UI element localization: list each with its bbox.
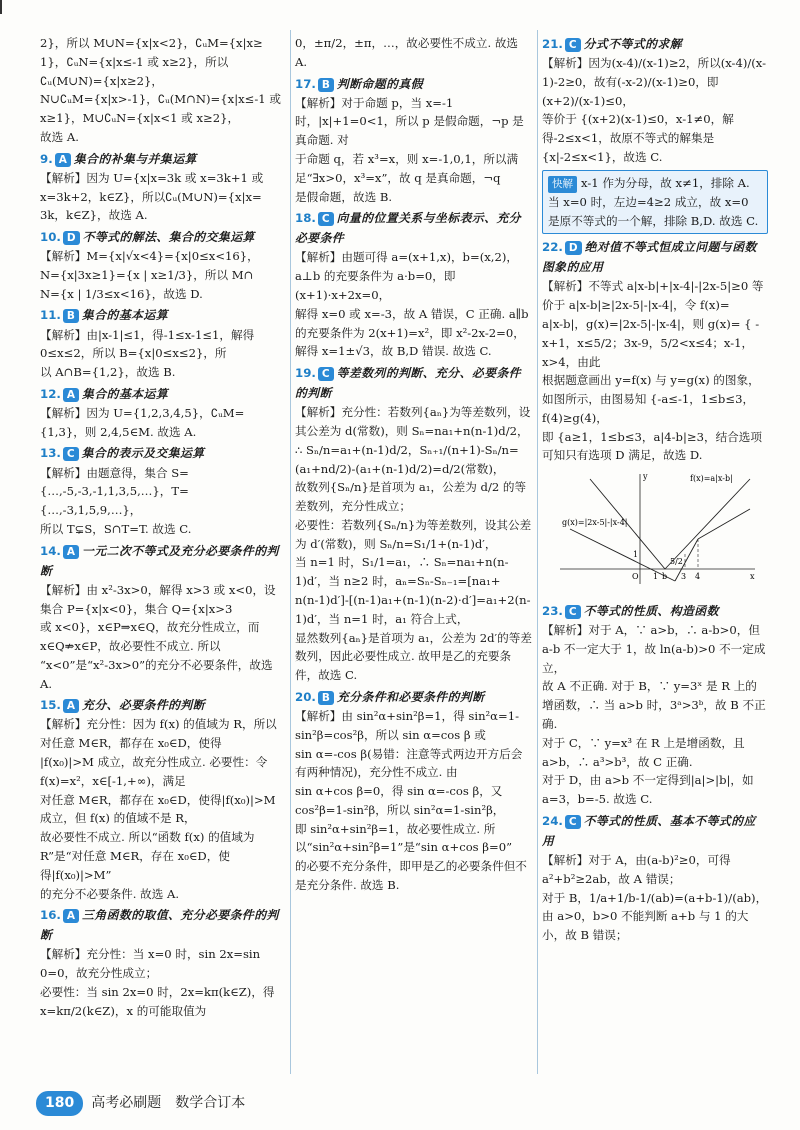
entry-header — [40, 905, 286, 945]
answer-badge: D — [63, 231, 80, 245]
question-number: 16. — [40, 908, 61, 923]
topic-text: 分式不等式的求解 — [583, 37, 683, 51]
entry-body — [295, 34, 533, 72]
tick-1: 1 — [653, 572, 659, 582]
entry-body — [40, 581, 286, 694]
entry-body — [542, 621, 768, 809]
quick-solution-box — [542, 170, 768, 235]
answer-entry — [40, 443, 286, 538]
topic-text: 集合的补集与并集运算 — [73, 151, 197, 166]
answer-entry — [295, 363, 533, 685]
function-graph — [550, 469, 760, 589]
topic-text: 一元二次不等式及充分必要条件的判断 — [40, 543, 279, 578]
book-title: 高考必刷题 数学合订本 — [91, 1095, 246, 1112]
solution-line: 故必要性不成立. 所以“函数 f(x) 的值域为 R”是“对任意 M∈R，存在 x₀∈D，使得|f(x₀)|>M” — [40, 830, 255, 882]
entry-header — [40, 443, 286, 463]
topic-text: 集合的基本运算 — [82, 386, 169, 401]
solution-line: 【解析】对于命题 p，当 x=-1 时，|x|+1=0<1，所以 p 是假命题，¬p 是真命题. 对 — [295, 95, 524, 148]
solution-line: N={x | 1/3≤x<16}，故选 D. — [40, 286, 203, 301]
topic-text: 不等式的性质、构造函数 — [583, 603, 719, 618]
topic-text: 三角函数的取值、充分必要条件的判断 — [40, 908, 279, 943]
g-graph-segment-3 — [698, 509, 750, 539]
solution-line: N∪∁ᵤM={x|x>-1}，∁ᵤ(M∩N)={x|x≤-1 或 x≥1}，M∪∁ᵤN={x|x<1 或 x≥2}， — [40, 92, 281, 126]
solution-line: N={x|3x≥1}={x | x≥1/3}，所以 M∩ — [40, 267, 254, 282]
f-graph-right — [665, 479, 750, 569]
solution-line: 解得 x=1±√3，故 B,D 错误. 故选 C. — [295, 344, 492, 359]
column-divider-2 — [537, 30, 538, 1074]
entry-header — [40, 695, 286, 715]
solution-line: 【解析】由题可得 a=(x+1,x)，b=(x,2)，a⊥b 的充要条件为 a·b=0，即(x+1)·x+2x=0， — [295, 250, 518, 302]
entry-header — [40, 384, 286, 404]
page-footer — [36, 1091, 245, 1116]
answer-entry — [295, 34, 533, 72]
solution-line: 即 {a≥1，1≤b≤3，a|4-b|≥3，结合选项可知只有选项 D 满足，故选 D. — [542, 429, 762, 463]
solution-line: |f(x₀)|>M 成立，故充分性成立. 必要性：令 f(x)=x²，x∈[-1,+∞)，满足 — [40, 755, 268, 788]
solution-line: 【解析】对于 A，由(a-b)²≥0，可得 a²+b²≥2ab，故 A 错误； — [542, 852, 731, 886]
solution-line: n(n-1)d′]-[(n-1)a₁+(n-1)(n-2)·d′]=a₁+2(n-1)d′，当 n=1 时，a₁ 符合上式， — [295, 592, 531, 626]
question-number: 9. — [40, 151, 53, 166]
solution-line: 等价于 {(x+2)(x-1)≤0，x-1≠0，解得-2≤x<1，故原不等式的解集是{x|-2≤x<1}，故选 C. — [542, 112, 734, 164]
x-axis-label: x — [750, 572, 755, 582]
answer-badge: B — [318, 78, 334, 92]
solution-line: 根据题意画出 y=f(x) 与 y=g(x) 的图象，如图所示，由图易知 {-a≤-1，1≤b≤3，f(4)≥g(4)， — [542, 373, 760, 425]
topic-text: 集合的表示及交集运算 — [81, 446, 205, 461]
solution-line: sin α+cos β=0，得 sin α=-cos β，又 cos²β=1-sin²β，所以 sin²α=1-sin²β， — [295, 784, 505, 817]
entry-header — [295, 687, 533, 707]
solution-line: 对于 C，∵ y=x³ 在 R 上是增函数，且 a>b，∴ a³>b³，故 C 正确. — [542, 735, 745, 769]
g-label: g(x)=|2x-5|-|x-4| — [562, 518, 628, 528]
answer-badge: A — [63, 909, 79, 923]
page-number: 180 — [36, 1091, 83, 1116]
solution-line: a|x-b|，g(x)=|2x-5|-|x-4|，则 g(x)= { -x+1，x≤5/2；3x-9，5/2<x≤4；x-1，x>4，由此 — [542, 316, 760, 369]
solution-line: 故选 A. — [40, 129, 79, 144]
solution-line: 【解析】充分性：当 x=0 时，sin 2x=sin 0=0，故充分性成立； — [40, 947, 261, 981]
tick-origin: O — [632, 572, 639, 582]
topic-text: 充分条件和必要条件的判断 — [336, 689, 485, 704]
solution-line: 对任意 M∈R，都存在 x₀∈D，使得|f(x₀)|>M 成立，但 f(x) 的值域不是 R， — [40, 792, 276, 826]
solution-line: 必要性：当 sin 2x=0 时，2x=kπ(k∈Z)，得 x=kπ/2(k∈Z)，x 的可能取值为 — [40, 984, 275, 1018]
answer-entry — [542, 811, 768, 945]
answer-entry — [542, 601, 768, 809]
answer-badge: B — [318, 691, 334, 705]
entry-header — [40, 541, 286, 581]
answer-badge: C — [565, 815, 581, 829]
topic-text: 不等式的性质、基本不等式的应用 — [542, 813, 756, 848]
solution-line: sin α=-cos β(易错：注意等式两边开方后会有两种情况)，充分性不成立. 由 — [295, 746, 523, 780]
solution-line: 【解析】由 sin²α+sin²β=1，得 sin²α=1-sin²β=cos²β，所以 sin α=cos β 或 — [295, 708, 520, 742]
solution-line: 于命题 q，若 x³=x，则 x=-1,0,1，所以满足“∃x>0，x³=x”，故 q 是真命题，¬q — [295, 151, 519, 185]
solution-line: 【解析】由|x-1|≤1，得-1≤x-1≤1，解得 0≤x≤2，所以 B={x|0≤x≤2}，所 — [40, 327, 255, 361]
entry-header — [542, 601, 768, 621]
entry-header — [542, 811, 768, 851]
solution-line: 【解析】因为(x-4)/(x-1)≥2，所以(x-4)/(x-1)-2≥0，故有(-x-2)/(x-1)≥0，即(x+2)/(x-1)≤0， — [542, 56, 767, 108]
solution-line: 当 n=1 时，S₁/1=a₁，∴ Sₙ=na₁+n(n-1)d′，当 n≥2 时，aₙ=Sₙ-Sₙ₋₁=[na₁+ — [295, 555, 509, 589]
solution-line: 或 x<0}，x∈P⇒x∈Q，故充分性成立，而 x∈Q⇏x∈P，故必要性不成立. 所以 — [40, 620, 260, 654]
entry-body — [40, 326, 286, 382]
entry-body — [295, 707, 533, 895]
answer-badge: C — [565, 605, 581, 619]
solution-line: 的必要不充分条件，即甲是乙的必要条件但不是充分条件. 故选 B. — [295, 859, 527, 892]
question-number: 20. — [295, 689, 316, 704]
entry-body — [40, 404, 286, 442]
solution-line: ∴ Sₙ/n=a₁+(n-1)d/2，Sₙ₊₁/(n+1)-Sₙ/n=(a₁+nd/2)-(a₁+(n-1)d/2)=d/2(常数)， — [295, 442, 519, 476]
topic-text: 等差数列的判断、充分、必要条件的判断 — [295, 366, 522, 401]
solution-line: 【解析】对于 A，∵ a>b，∴ a-b>0，但 a-b 不一定大于 1，故 ln(a-b)>0 不一定成立， — [542, 623, 766, 675]
entry-body — [40, 945, 286, 1020]
entry-header — [40, 305, 286, 325]
solution-line: 【解析】由 x²-3x>0，解得 x>3 或 x<0，设集合 P={x|x<0}，集合 Q={x|x>3 — [40, 582, 276, 616]
answer-badge: A — [63, 699, 79, 713]
topic-text: 向量的位置关系与坐标表示、充分必要条件 — [295, 211, 522, 246]
question-number: 12. — [40, 386, 61, 401]
entry-body — [295, 403, 533, 685]
tick-y1: 1 — [633, 550, 639, 560]
g-graph-segment-1 — [570, 529, 675, 581]
solution-line: 0，±π/2，±π，…，故必要性不成立. 故选 A. — [295, 36, 519, 69]
tick-5-2: 5/2 — [670, 557, 683, 567]
topic-text: 集合的基本运算 — [81, 308, 169, 323]
question-number: 14. — [40, 543, 61, 558]
column-middle — [295, 34, 533, 897]
question-number: 10. — [40, 230, 61, 245]
question-number: 13. — [40, 446, 61, 461]
solution-line: 即 sin²α+sin²β=1，故必要性成立. 所以“sin²α+sin²β=1”是“sin α+cos β=0” — [295, 821, 513, 855]
left-edge-mark — [0, 0, 2, 14]
question-number: 22. — [542, 240, 563, 255]
question-number: 23. — [542, 603, 563, 618]
solution-line: 【解析】M={x|√x<4}={x|0≤x<16}， — [40, 249, 259, 264]
question-number: 19. — [295, 366, 316, 381]
question-number: 17. — [295, 76, 316, 91]
answer-entry — [542, 34, 768, 234]
solution-line: 所以 T⊊S，S∩T=T. 故选 C. — [40, 521, 192, 536]
solution-line: 是假命题，故选 B. — [295, 189, 393, 204]
entry-body — [40, 34, 286, 147]
entry-body — [40, 247, 286, 303]
answer-entry — [40, 905, 286, 1020]
topic-text: 判断命题的真假 — [336, 76, 424, 91]
column-divider-1 — [290, 30, 291, 1074]
answer-badge: B — [63, 309, 79, 323]
solution-line: 1}，∁ᵤN={x|x≤-1 或 x≥2}，所以∁ᵤ(M∪N)={x|x≥2}， — [40, 54, 229, 88]
y-axis-label: y — [643, 472, 648, 482]
entry-body — [40, 169, 286, 225]
solution-line: 2}，所以 M∪N={x|x<2}，∁ᵤM={x|x≥ — [40, 36, 263, 50]
question-number: 24. — [542, 813, 563, 828]
entry-header — [295, 74, 533, 94]
f-label: f(x)=a|x-b| — [690, 474, 733, 484]
entry-body — [295, 94, 533, 207]
entry-header — [542, 34, 768, 54]
question-number: 15. — [40, 698, 61, 713]
entry-body — [542, 277, 768, 465]
solution-line: 【解析】由题意得，集合 S={…,-5,-3,-1,1,3,5,…}，T={…,-3,1,5,9,…}， — [40, 465, 189, 518]
entry-header — [40, 149, 286, 169]
question-number: 11. — [40, 308, 61, 323]
solution-line: 显然数列{aₙ}是首项为 a₁，公差为 2d′的等差数列，因此必要性成立. 故甲是乙的充要条件，故选 C. — [295, 630, 532, 683]
quick-solution-text: x-1 作为分母，故 x≠1，排除 A. 当 x=0 时，左边=4≥2 成立，故 x=0 是原不等式的一个解，排除 B,D. 故选 C. — [548, 175, 759, 228]
quick-solution-label: 快解 — [548, 176, 577, 193]
tick-3: 3 — [681, 572, 687, 582]
answer-badge: A — [55, 153, 71, 167]
entry-header — [542, 237, 768, 277]
question-number: 18. — [295, 211, 316, 226]
answer-entry — [40, 34, 286, 147]
solution-line: 对于 D，由 a>b 不一定得到|a|>|b|，如 a=3，b=-5. 故选 C. — [542, 773, 754, 807]
solution-line: 【解析】充分性：若数列{aₙ}为等差数列，设其公差为 d(常数)，则 Sₙ=na₁+n(n-1)d/2， — [295, 405, 531, 438]
answer-badge: C — [63, 447, 79, 461]
entry-body — [542, 851, 768, 945]
solution-line: 以 A∩B={1,2}，故选 B. — [40, 365, 176, 380]
entry-body — [40, 464, 286, 539]
answer-entry — [40, 695, 286, 903]
solution-line: 3k，k∈Z}，故选 A. — [40, 208, 148, 223]
entry-body — [40, 715, 286, 903]
solution-line: 的充分不必要条件. 故选 A. — [40, 886, 180, 901]
answer-badge: C — [318, 212, 334, 226]
solution-line: 【解析】不等式 a|x-b|+|x-4|-|2x-5|≥0 等价于 a|x-b|≥|2x-5|-|x-4|，令 f(x)= — [542, 279, 764, 313]
question-number: 21. — [542, 37, 563, 51]
entry-header — [295, 208, 533, 248]
answer-badge: C — [318, 367, 334, 381]
answer-entry — [295, 687, 533, 895]
topic-text: 不等式的解法、集合的交集运算 — [82, 230, 255, 245]
answer-entry — [295, 208, 533, 361]
answer-entry — [40, 305, 286, 381]
column-left — [40, 34, 286, 1023]
entry-body — [295, 248, 533, 361]
answer-badge: C — [565, 38, 581, 52]
solution-line: 【解析】因为 U={x|x=3k 或 x=3k+1 或 x=3k+2，k∈Z}，所以∁ᵤ(M∪N)={x|x= — [40, 170, 264, 204]
column-right — [542, 34, 768, 947]
solution-line: 必要性：若数列{Sₙ/n}为等差数列，设其公差为 d′(常数)，则 Sₙ/n=S₁/1+(n-1)d′， — [295, 517, 532, 551]
solution-line: 解得 x=0 或 x=-3，故 A 错误，C 正确. a∥b 的充要条件为 2(x+1)=x²，即 x²-2x-2=0， — [295, 306, 529, 340]
answer-badge: A — [63, 388, 79, 402]
answer-entry — [40, 541, 286, 694]
topic-text: 绝对值不等式恒成立问题与函数图象的应用 — [542, 240, 757, 275]
solution-line: “x<0”是“x²-3x>0”的充分不必要条件，故选 A. — [40, 657, 273, 691]
entry-header — [40, 227, 286, 247]
answer-badge: A — [63, 545, 79, 559]
entry-body — [542, 54, 768, 167]
solution-line: 故数列{Sₙ/n}是首项为 a₁，公差为 d/2 的等差数列，充分性成立； — [295, 480, 527, 514]
answer-entry — [542, 237, 768, 599]
tick-b: b — [662, 572, 668, 582]
answer-entry — [40, 149, 286, 225]
entry-header — [295, 363, 533, 403]
tick-4: 4 — [695, 572, 701, 582]
topic-text: 充分、必要条件的判断 — [82, 698, 206, 713]
answer-badge: D — [565, 241, 582, 255]
answer-entry — [295, 74, 533, 207]
solution-line: 【解析】因为 U={1,2,3,4,5}，∁ᵤM={1,3}，则 2,4,5∈M. 故选 A. — [40, 405, 245, 439]
solution-line: 【解析】充分性：因为 f(x) 的值域为 R，所以对任意 M∈R，都存在 x₀∈D，使得 — [40, 717, 277, 751]
solution-line: 故 A 不正确. 对于 B，∵ y=3ˣ 是 R 上的增函数，∴ 当 a>b 时，3ᵃ>3ᵇ，故 B 不正确. — [542, 679, 766, 731]
solution-line: 对于 B，1/a+1/b-1/(ab)=(a+b-1)/(ab)，由 a>0，b>0 不能判断 a+b 与 1 的大小，故 B 错误； — [542, 890, 768, 943]
answer-entry — [40, 227, 286, 303]
answer-entry — [40, 384, 286, 442]
